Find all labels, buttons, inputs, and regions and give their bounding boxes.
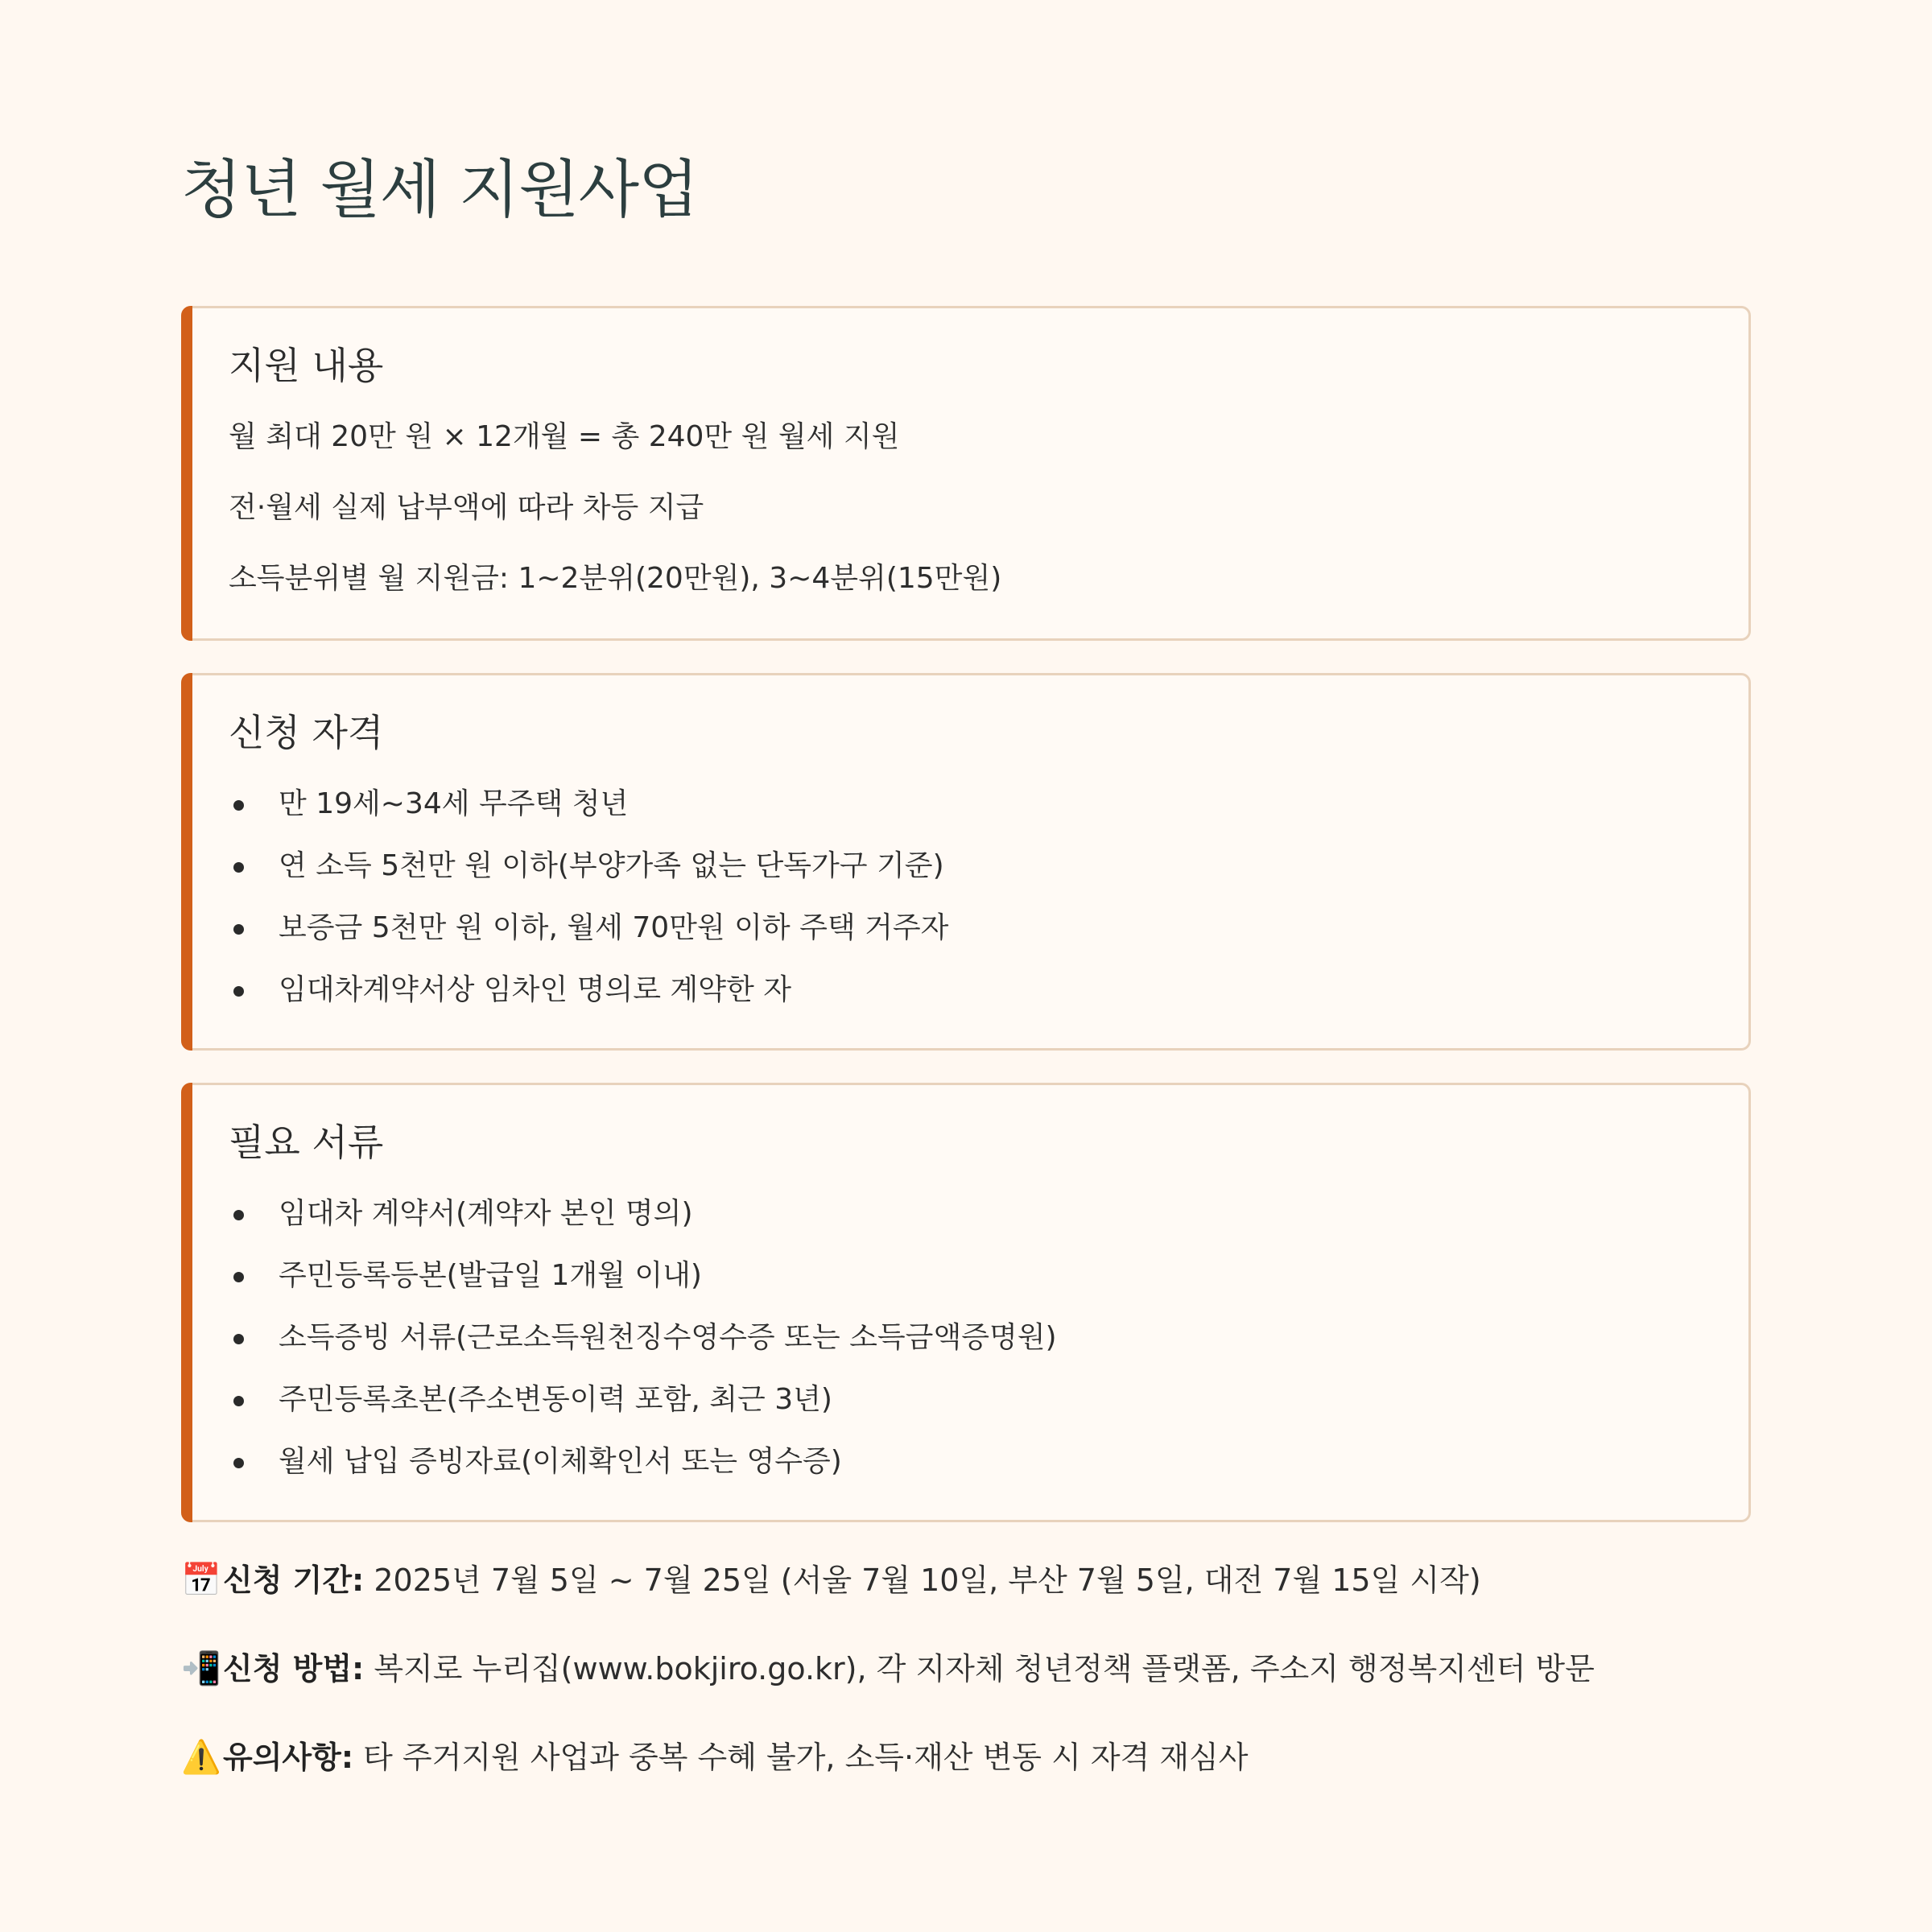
documents-title: 필요 서류: [229, 1121, 384, 1164]
list-item-text: 임대차 계약서(계약자 본인 명의): [279, 1197, 693, 1230]
eligibility-card: [181, 673, 1751, 1051]
notice-text: 타 주거지원 사업과 중복 수혜 불가, 소득·재산 변동 시 자격 재심사: [353, 1740, 1249, 1775]
list-item: [229, 904, 1703, 952]
application-method: [181, 1643, 1751, 1695]
notice-label: 유의사항:: [223, 1740, 354, 1775]
support-title: 지원 내용: [229, 344, 384, 387]
support-line: 전·월세 실제 납부액에 따라 차등 지급: [229, 491, 704, 524]
bullet-icon: [233, 1458, 244, 1468]
list-item: [229, 1314, 1703, 1362]
notice: [181, 1732, 1751, 1783]
page: [181, 145, 1751, 1820]
calendar-icon: 📅: [181, 1562, 221, 1599]
mobile-arrow-icon: 📲: [181, 1650, 221, 1687]
bullet-icon: [233, 862, 244, 873]
bullet-icon: [233, 1334, 244, 1344]
documents-card: [181, 1083, 1751, 1522]
list-item: [229, 1252, 1703, 1300]
support-line: 월 최대 20만 원 × 12개월 = 총 240만 원 월세 지원: [229, 420, 900, 453]
bullet-icon: [233, 1396, 244, 1406]
list-item: [229, 966, 1703, 1014]
list-item: [229, 1438, 1703, 1486]
list-item: [229, 780, 1703, 828]
bullet-icon: [233, 986, 244, 997]
list-item-text: 연 소득 5천만 원 이하(부양가족 없는 단독가구 기준): [279, 849, 944, 882]
eligibility-title: 신청 자격: [229, 711, 384, 754]
documents-list: [229, 1190, 1703, 1486]
period-text: 2025년 7월 5일 ~ 7월 25일 (서울 7월 10일, 부산 7월 5일, 대전 7월 15일 시작): [364, 1563, 1481, 1598]
bullet-icon: [233, 1210, 244, 1220]
eligibility-list: [229, 780, 1703, 1014]
page-title: 청년 월세 지원사업: [181, 154, 699, 226]
application-period: [181, 1554, 1751, 1606]
method-label: 신청 방법:: [223, 1651, 365, 1686]
list-item-text: 월세 납입 증빙자료(이체확인서 또는 영수증): [279, 1445, 842, 1478]
list-item-text: 주민등록등본(발급일 1개월 이내): [279, 1259, 702, 1292]
list-item: [229, 1376, 1703, 1424]
list-item-text: 만 19세~34세 무주택 청년: [279, 787, 629, 820]
list-item-text: 보증금 5천만 원 이하, 월세 70만원 이하 주택 거주자: [279, 911, 949, 944]
list-item-text: 소득증빙 서류(근로소득원천징수영수증 또는 소득금액증명원): [279, 1321, 1057, 1354]
support-line: 소득분위별 월 지원금: 1~2분위(20만원), 3~4분위(15만원): [229, 562, 1002, 595]
method-text: 복지로 누리집(www.bokjiro.go.kr), 각 지자체 청년정책 플랫폼, 주소지 행정복지센터 방문: [364, 1651, 1595, 1686]
bullet-icon: [233, 800, 244, 811]
bullet-icon: [233, 924, 244, 935]
list-item: [229, 842, 1703, 890]
support-card: [181, 306, 1751, 641]
list-item-text: 임대차계약서상 임차인 명의로 계약한 자: [279, 973, 791, 1006]
list-item-text: 주민등록초본(주소변동이력 포함, 최근 3년): [279, 1383, 832, 1416]
warning-icon: ⚠️: [181, 1739, 221, 1776]
list-item: [229, 1190, 1703, 1238]
period-label: 신청 기간:: [223, 1563, 365, 1598]
bullet-icon: [233, 1272, 244, 1282]
